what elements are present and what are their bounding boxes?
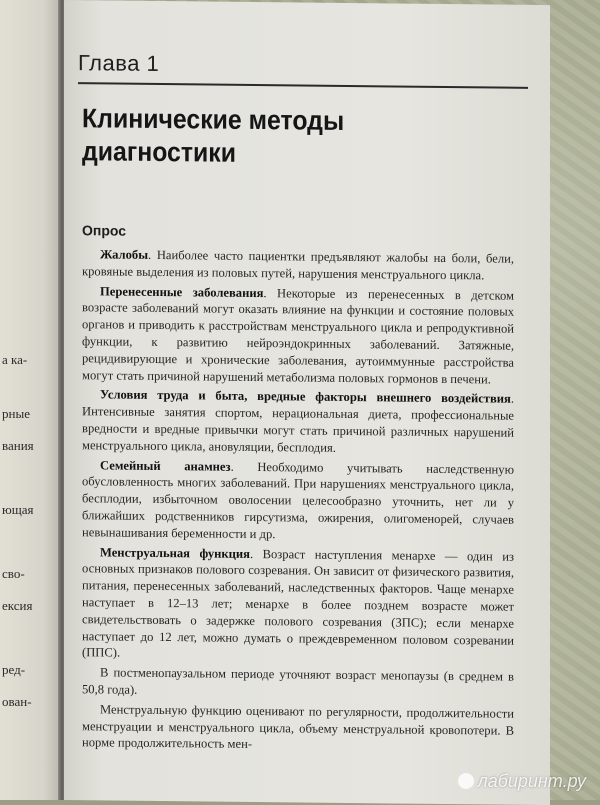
paragraph-text: . Возраст наступления менархе — один из основных признаков полового созревания. Он зависит от физического развития, питания, перенесенных заболеваний, наследственных факторов. Чаще менархе наступает в 12–13 лет; менархе в более позднем возрасте может свидетельствовать о задержке полового созревания (ЗПС); если менархе наступает до 12 лет, можно думать о преждевременном половом созревании (ППС). xyxy=(82,546,514,660)
section-heading: Опрос xyxy=(82,222,127,239)
paragraph-text: . Интенсивные занятия спортом, нерациональная диета, профессиональные вредности и вредные привычки могут стать причиной различных нарушений менструального цикла, ановуляции, бесплодия. xyxy=(82,392,514,455)
left-page-fragment: ющая xyxy=(2,502,34,517)
left-page-fragment: сво- xyxy=(2,566,25,581)
left-page-fragment: рные xyxy=(2,406,30,421)
paragraph-text: В постменопаузальном периоде уточняют возраст менопаузы (в среднем в 50,8 года). xyxy=(82,665,514,697)
chapter-title xyxy=(82,102,492,172)
paragraph-lead: Перенесенные заболевания xyxy=(100,283,264,300)
right-page xyxy=(64,0,550,805)
paragraph xyxy=(82,283,514,388)
left-page xyxy=(0,0,62,800)
body-text xyxy=(82,246,514,756)
left-page-fragment: ован- xyxy=(2,694,32,709)
paragraph xyxy=(82,664,514,702)
watermark-logo-icon xyxy=(458,773,474,789)
paragraph xyxy=(82,701,514,756)
left-page-fragment: а ка- xyxy=(2,352,28,367)
watermark-text: лабиринт.ру xyxy=(477,771,586,791)
paragraph-lead: Условия труда и быта, вредные факторы внешнего воздействия xyxy=(100,387,511,407)
watermark xyxy=(458,771,586,792)
paragraph xyxy=(82,544,514,666)
paragraph-text: . Необходимо учитывать наследственную обусловленность многих заболеваний. При нарушениях менструального цикла, бесплодии, избыточном оволосении целесообразно уточнить, нет ли у ближайших родственников гирсутизма, ожирения, олигоменорей, случаев невынашивания беременности и др. xyxy=(82,459,515,541)
left-page-fragment: ред- xyxy=(2,662,26,677)
paragraph-text: . Некоторые из перенесенных в детском возрасте заболеваний могут оказать влияние на функции и состояние половых органов и приводить к расстройствам менструального цикла и репродуктивной функции, к развитию нейроэндокринных заболеваний. Затяжные, рецидивирующие и хронические заболевания, аутоиммунные расстройства могут стать причиной нарушений метаболизма половых гормонов в печени. xyxy=(82,285,515,387)
chapter-title-line-1: Клинические методы xyxy=(82,103,345,136)
left-page-fragment: ексия xyxy=(2,598,33,613)
paragraph-lead: Семейный анамнез xyxy=(100,457,231,474)
chapter-title-line-2: диагностики xyxy=(82,136,237,168)
paragraph-lead: Жалобы xyxy=(100,247,149,262)
page-content xyxy=(78,50,528,759)
paragraph xyxy=(82,457,514,546)
chapter-label: Глава 1 xyxy=(78,50,528,89)
left-page-fragment: вания xyxy=(2,438,34,453)
paragraph-lead: Менструальная функция xyxy=(100,544,250,561)
paragraph xyxy=(82,246,514,284)
paragraph-text: . Наиболее часто пациентки предъявляют жалобы на боли, бели, кровяные выделения из половых путей, нарушения менструального цикла. xyxy=(82,247,514,283)
paragraph xyxy=(82,387,514,459)
paragraph-text: Менструальную функцию оценивают по регулярности, продолжительности менструации и менструального цикла, объему менструальной кровопотери. В норме продолжительность мен- xyxy=(82,702,514,752)
